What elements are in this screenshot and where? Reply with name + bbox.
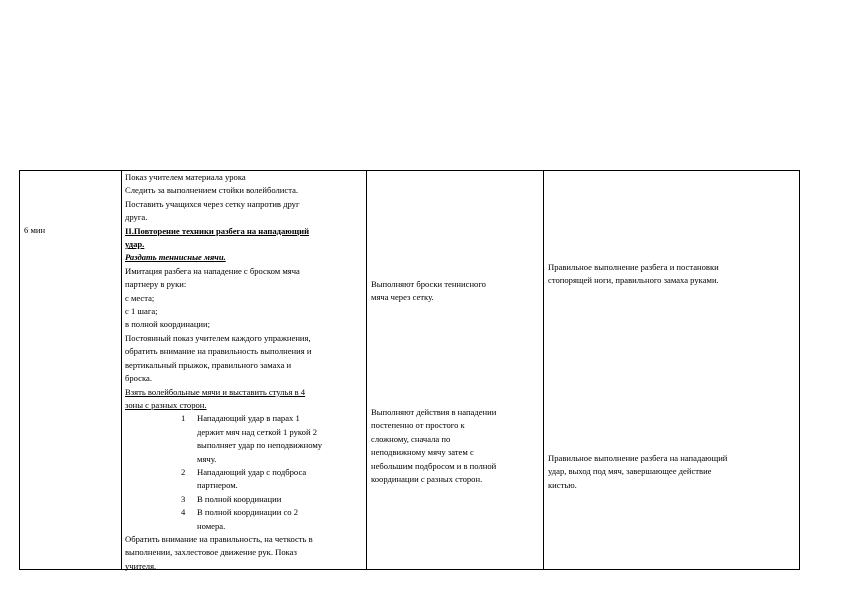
list-number: 3 (181, 493, 186, 504)
student-line: сложному, сначала по (371, 433, 451, 444)
task-note: Взять волейбольные мячи и выставить стулья в 4 (125, 386, 306, 397)
exercise-list (125, 412, 363, 533)
teacher-line: друга. (125, 212, 148, 223)
teacher-line: обратить внимание на правильность выполнения и (125, 346, 312, 357)
list-item (125, 506, 363, 533)
list-item-text: Нападающий удар с подброса (197, 466, 307, 477)
teacher-line: учителя. (125, 560, 157, 571)
teacher-line: выполнении, захлестовое движение рук. Показ (125, 547, 297, 558)
teacher-line: Имитация разбега на нападение с броском мяча (125, 265, 300, 276)
student-line: небольшим подбросом и в полной (371, 460, 497, 471)
teacher-line: броска. (125, 373, 153, 384)
list-item (125, 466, 363, 493)
list-item-text: В полной координации (197, 493, 282, 504)
list-item-text: держит мяч над сеткой 1 рукой 2 (197, 426, 317, 437)
teacher-line: вертикальный прыжок, правильного замаха и (125, 359, 292, 370)
teacher-line: Обратить внимание на правильность, на четкость в (125, 533, 313, 544)
teacher-line: партнеру в руки: (125, 279, 187, 290)
criteria-block (548, 452, 727, 492)
teacher-line: Поставить учащихся через сетку напротив друг (125, 198, 300, 209)
list-number: 1 (181, 413, 186, 424)
lesson-table (19, 170, 800, 570)
column-divider (121, 171, 122, 569)
teacher-line: Постоянный показ учителем каждого упражнения, (125, 332, 311, 343)
list-item-text: мячу. (197, 453, 217, 464)
criteria-line: Правильное выполнение разбега на нападающий (548, 453, 728, 463)
list-item (125, 493, 363, 506)
column-divider (543, 171, 544, 569)
list-item-text: партнером. (197, 480, 238, 491)
student-activity-block (371, 278, 486, 305)
student-line: постепенно от простого к (371, 420, 465, 431)
student-activity-block (371, 406, 496, 486)
student-line: координации с разных сторон. (371, 474, 483, 485)
student-line: мяча через сетку. (371, 292, 434, 303)
criteria-block (548, 261, 719, 288)
column-divider (366, 171, 367, 569)
criteria-line: Правильное выполнение разбега и постановки (548, 262, 719, 272)
list-number: 4 (181, 507, 186, 518)
distribute-note: Раздать теннисные мячи. (125, 252, 226, 263)
section-heading: удар. (125, 239, 145, 250)
task-note: зоны с разных сторон. (125, 399, 207, 410)
criteria-line: удар, выход под мяч, завершающее действие (548, 466, 712, 477)
list-item-text: В полной координации со 2 (197, 507, 298, 518)
list-item-text: Нападающий удар в парах 1 (197, 413, 300, 424)
list-item (125, 412, 363, 466)
student-line: неподвижному мячу затем с (371, 447, 474, 458)
teacher-line: с 1 шага; (125, 306, 158, 317)
teacher-line: с места; (125, 292, 155, 303)
student-line: Выполняют броски теннисного (371, 279, 486, 289)
teacher-activity-cell (125, 171, 363, 573)
duration-cell (24, 224, 45, 237)
teacher-line: Следить за выполнением стойки волейболиста. (125, 185, 299, 196)
list-item-text: номера. (197, 520, 226, 531)
teacher-line: в полной координации; (125, 319, 211, 330)
list-number: 2 (181, 466, 186, 477)
list-item-text: выполняет удар по неподвижному (197, 440, 323, 451)
criteria-line: кистью. (548, 479, 577, 490)
duration-text: 6 мин (24, 225, 46, 235)
section-heading: II.Повторение техники разбега на нападающий (125, 225, 310, 236)
student-line: Выполняют действия в нападении (371, 407, 497, 417)
teacher-line: Показ учителем материала урока (125, 172, 246, 182)
criteria-line: стопорящей ноги, правильного замаха руками. (548, 275, 719, 286)
